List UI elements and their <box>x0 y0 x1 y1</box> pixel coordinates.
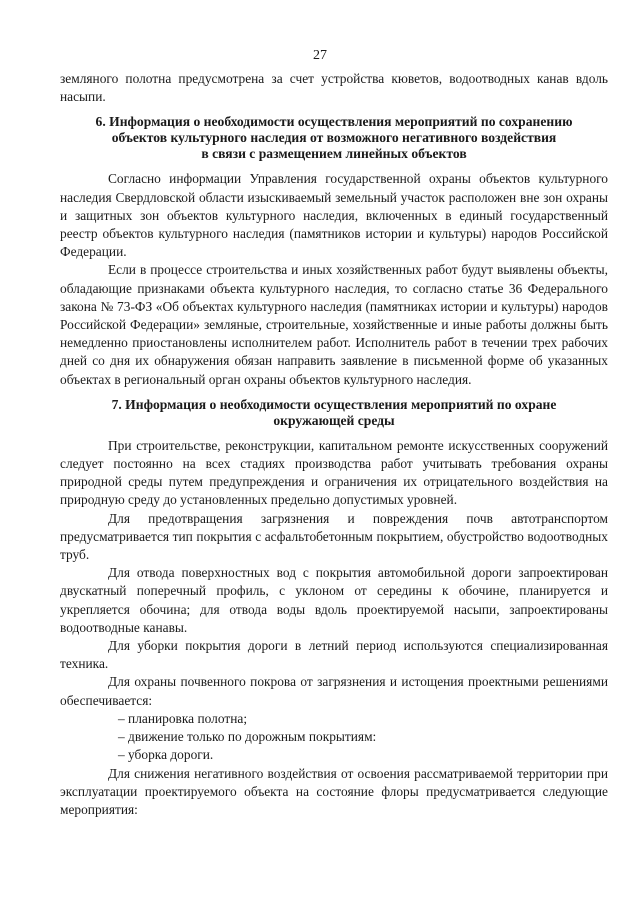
section-6-title-line-3: в связи с размещением линейных объектов <box>201 146 467 162</box>
soil-protection-list <box>60 710 608 765</box>
section-6-title-line-2: объектов культурного наследия от возможного негативного воздействия <box>111 130 557 146</box>
section-7-heading <box>60 397 608 429</box>
section-7-closing-paragraph: Для снижения негативного воздействия от освоения рассматриваемой территории при эксплуатации проектируемого объекта на состояние флоры предусматривается следующие мероприятия: <box>60 765 608 817</box>
list-item: – уборка дороги. <box>118 747 214 763</box>
section-7-paragraph-4: Для уборки покрытия дороги в летний период используются специализированная техника. <box>60 638 608 672</box>
section-6-paragraph-2: Если в процессе строительства и иных хозяйственных работ будут выявлены объекты, обладающие признаками объекта культурного наследия, то согласно статье 36 Федерального закона № 73-ФЗ «Об объектах культурного наследия (памятниках истории и культуры) народов Российской Федерации» земляные, строительные, хозяйственные и иные работы должны быть немедленно приостановлены исполнителем работ. Исполнитель работ в течении трех рабочих дней со дня их обнаружения обязан направить заявление в письменной форме об указанных объектах в региональный орган охраны объектов культурного наследия. <box>60 262 608 387</box>
list-item: – движение только по дорожным покрытиям: <box>118 729 377 745</box>
section-7-paragraph-3: Для отвода поверхностных вод с покрытия автомобильной дороги запроектирован двускатный поперечный профиль, с уклоном от середины к обочине, планируется и укрепляется обочина; для отвода воды вдоль проектируемой насыпи, запроектированы водоотводные канавы. <box>60 565 608 635</box>
section-7-paragraph-1: При строительстве, реконструкции, капитальном ремонте искусственных сооружений следует постоянно на всех стадиях производства работ учитывать требования охраны природной среды путем предупреждения и ограничения их отрицательного воздействия на природную среду до установленных предельно допустимых уровней. <box>60 437 608 508</box>
intro-paragraph: земляного полотна предусмотрена за счет устройства кюветов, водоотводных канав вдоль насыпи. <box>60 71 608 105</box>
page-content <box>60 70 608 819</box>
page-number: 27 <box>313 48 327 63</box>
section-7-paragraph-2: Для предотвращения загрязнения и повреждения почв автотранспортом предусматривается тип покрытия с асфальтобетонным покрытием, обустройство водоотводных труб. <box>60 510 608 563</box>
section-6-title-line-1: 6. Информация о необходимости осуществления мероприятий по сохранению <box>95 114 573 130</box>
list-item: – планировка полотна; <box>118 710 248 726</box>
section-7-paragraph-5: Для охраны почвенного покрова от загрязнения и истощения проектными решениями обеспечивается: <box>60 674 608 708</box>
section-6-paragraph-1: Согласно информации Управления государственной охраны объектов культурного наследия Свердловской области изыскиваемый земельный участок расположен вне зон охраны и защитных зон объектов культурного наследия, включенных в единый государственный реестр объектов культурного наследия (памятников истории и культуры) народов Российской Федерации. <box>60 171 608 260</box>
section-7-title-line-2: окружающей среды <box>273 412 395 428</box>
section-7-title-line-1: 7. Информация о необходимости осуществления мероприятий по охране <box>111 396 557 412</box>
section-6-heading <box>60 114 608 162</box>
